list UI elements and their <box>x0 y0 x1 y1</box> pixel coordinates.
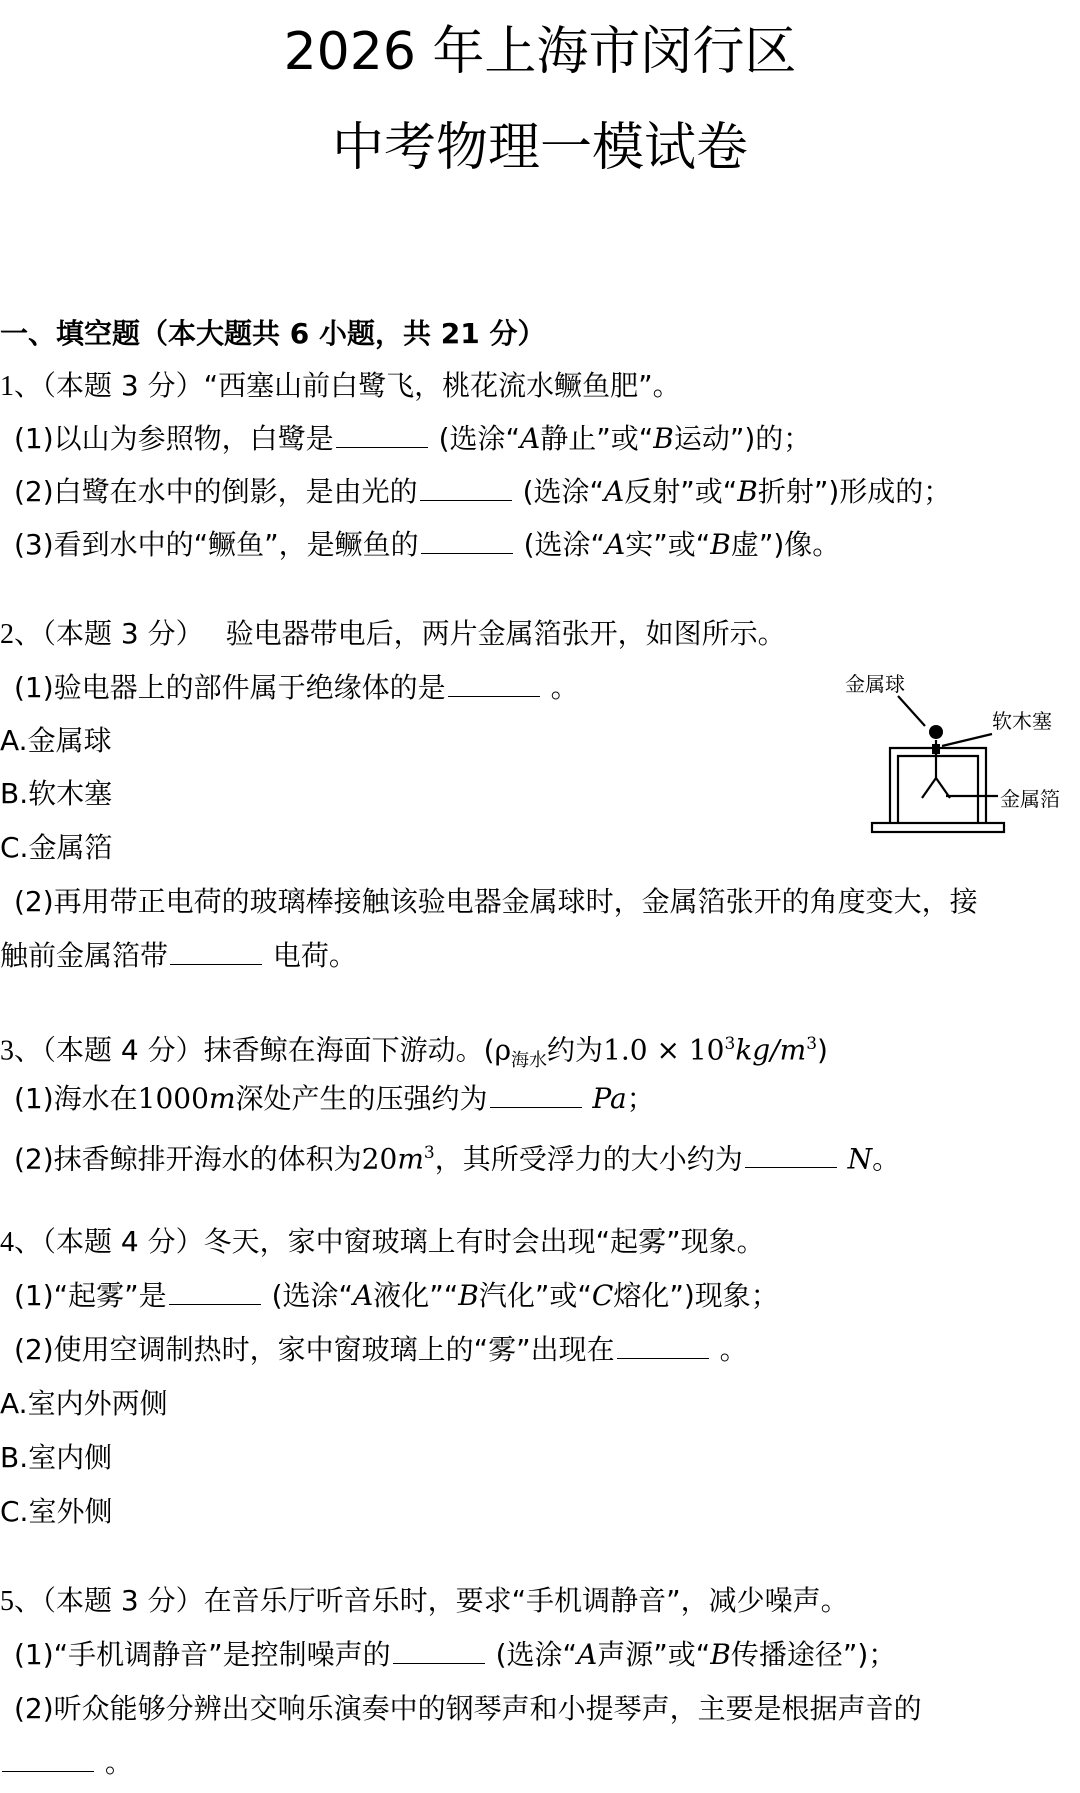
answer-blank[interactable] <box>169 1303 261 1305</box>
q4-score: （本题 4 分） <box>42 1225 204 1258</box>
q3-stem: 3、（本题 4 分）抹香鲸在海面下游动。($\rho_{海水}$约为$1.0 \times 10^3kg/m^3$) <box>0 1033 828 1071</box>
q1-part3: (3)看到水中的“鳜鱼”，是鳜鱼的 (选涂“A实”或“B虚”)像。 <box>14 528 841 561</box>
answer-blank[interactable] <box>617 1357 709 1359</box>
answer-blank[interactable] <box>421 552 513 554</box>
q1-score: （本题 3 分） <box>42 369 204 402</box>
q3-score: （本题 4 分） <box>42 1033 204 1067</box>
q4-number: 4、 <box>0 1227 43 1258</box>
q5-part1: (1)“手机调静音”是控制噪声的 (选涂“A声源”或“B传播途径”)； <box>14 1638 897 1671</box>
page-title <box>0 22 1080 82</box>
q2-option-b[interactable]: B.软木塞 <box>0 777 113 810</box>
q4-option-b[interactable]: B.室内侧 <box>0 1441 113 1474</box>
q5-stem <box>0 1583 849 1620</box>
q5-part2: (2)听众能够分辨出交响乐演奏中的钢琴声和小提琴声，主要是根据声音的 <box>14 1692 922 1725</box>
q2-part1: (1)验电器上的部件属于绝缘体的是 。 <box>14 671 579 704</box>
answer-blank[interactable] <box>448 695 540 697</box>
q4-stem <box>0 1224 765 1261</box>
q5-part2-cont: 。 <box>0 1745 133 1781</box>
q2-part2-line2: 触前金属箔带 电荷。 <box>0 939 357 972</box>
answer-blank[interactable] <box>336 446 428 448</box>
q2-number: 2、 <box>0 619 43 650</box>
q3-part2: (2)抹香鲸排开海水的体积为$20m^3$，其所受浮力的大小约为 N。 <box>14 1142 901 1176</box>
q2-option-a[interactable]: A.金属球 <box>0 724 112 757</box>
title-line-1: 2026 年上海市闵行区 <box>283 22 797 82</box>
q3-part1: (1)海水在1000m深处产生的压强约为 Pa； <box>14 1082 655 1115</box>
title-line-2: 中考物理一模试卷 <box>331 118 748 178</box>
cork-stopper <box>932 744 940 754</box>
q2-stem-text: 验电器带电后，两片金属箔张开，如图所示。 <box>225 617 786 650</box>
page-subtitle <box>0 118 1080 178</box>
metal-ball-icon <box>929 725 943 739</box>
q4-option-c[interactable]: C.室外侧 <box>0 1495 113 1528</box>
q5-stem-text: 在音乐厅听音乐时，要求“手机调静音”，减少噪声。 <box>203 1584 849 1617</box>
answer-blank[interactable] <box>745 1166 837 1168</box>
answer-blank[interactable] <box>2 1770 94 1772</box>
label-metal-ball: 金属球 <box>845 672 905 696</box>
q5-number: 5、 <box>0 1586 43 1617</box>
label-cork: 软木塞 <box>992 709 1052 733</box>
q1-stem-text: “西塞山前白鹭飞，桃花流水鳜鱼肥”。 <box>203 369 681 402</box>
answer-blank[interactable] <box>490 1106 582 1108</box>
q5-score: （本题 3 分） <box>42 1584 204 1617</box>
answer-blank[interactable] <box>420 499 512 501</box>
label-metal-foil: 金属箔 <box>1000 787 1060 811</box>
q4-part1: (1)“起雾”是 (选涂“A液化”“B汽化”或“C熔化”)现象； <box>14 1279 779 1312</box>
q2-score: （本题 3 分） <box>42 617 204 650</box>
q1-number: 1、 <box>0 371 43 402</box>
answer-blank[interactable] <box>393 1662 485 1664</box>
q4-part2: (2)使用空调制热时，家中窗玻璃上的“雾”出现在 。 <box>14 1333 748 1366</box>
q2-stem <box>0 616 786 653</box>
q2-part2-line1: (2)再用带正电荷的玻璃棒接触该验电器金属球时，金属箔张开的角度变大，接 <box>14 885 978 918</box>
answer-blank[interactable] <box>170 963 262 965</box>
section-heading: 一、填空题（本大题共 6 小题，共 21 分） <box>0 317 546 350</box>
q3-number: 3、 <box>0 1035 43 1067</box>
q2-option-c[interactable]: C.金属箔 <box>0 831 113 864</box>
q1-stem <box>0 368 681 405</box>
electroscope-diagram <box>840 668 1080 853</box>
q4-option-a[interactable]: A.室内外两侧 <box>0 1387 168 1420</box>
q4-stem-text: 冬天，家中窗玻璃上有时会出现“起雾”现象。 <box>203 1225 765 1258</box>
q1-part2: (2)白鹭在水中的倒影，是由光的 (选涂“A反射”或“B折射”)形成的； <box>14 475 952 508</box>
electroscope-frame <box>872 696 1004 832</box>
q1-part1: (1)以山为参照物，白鹭是 (选涂“A静止”或“B运动”)的； <box>14 422 812 455</box>
